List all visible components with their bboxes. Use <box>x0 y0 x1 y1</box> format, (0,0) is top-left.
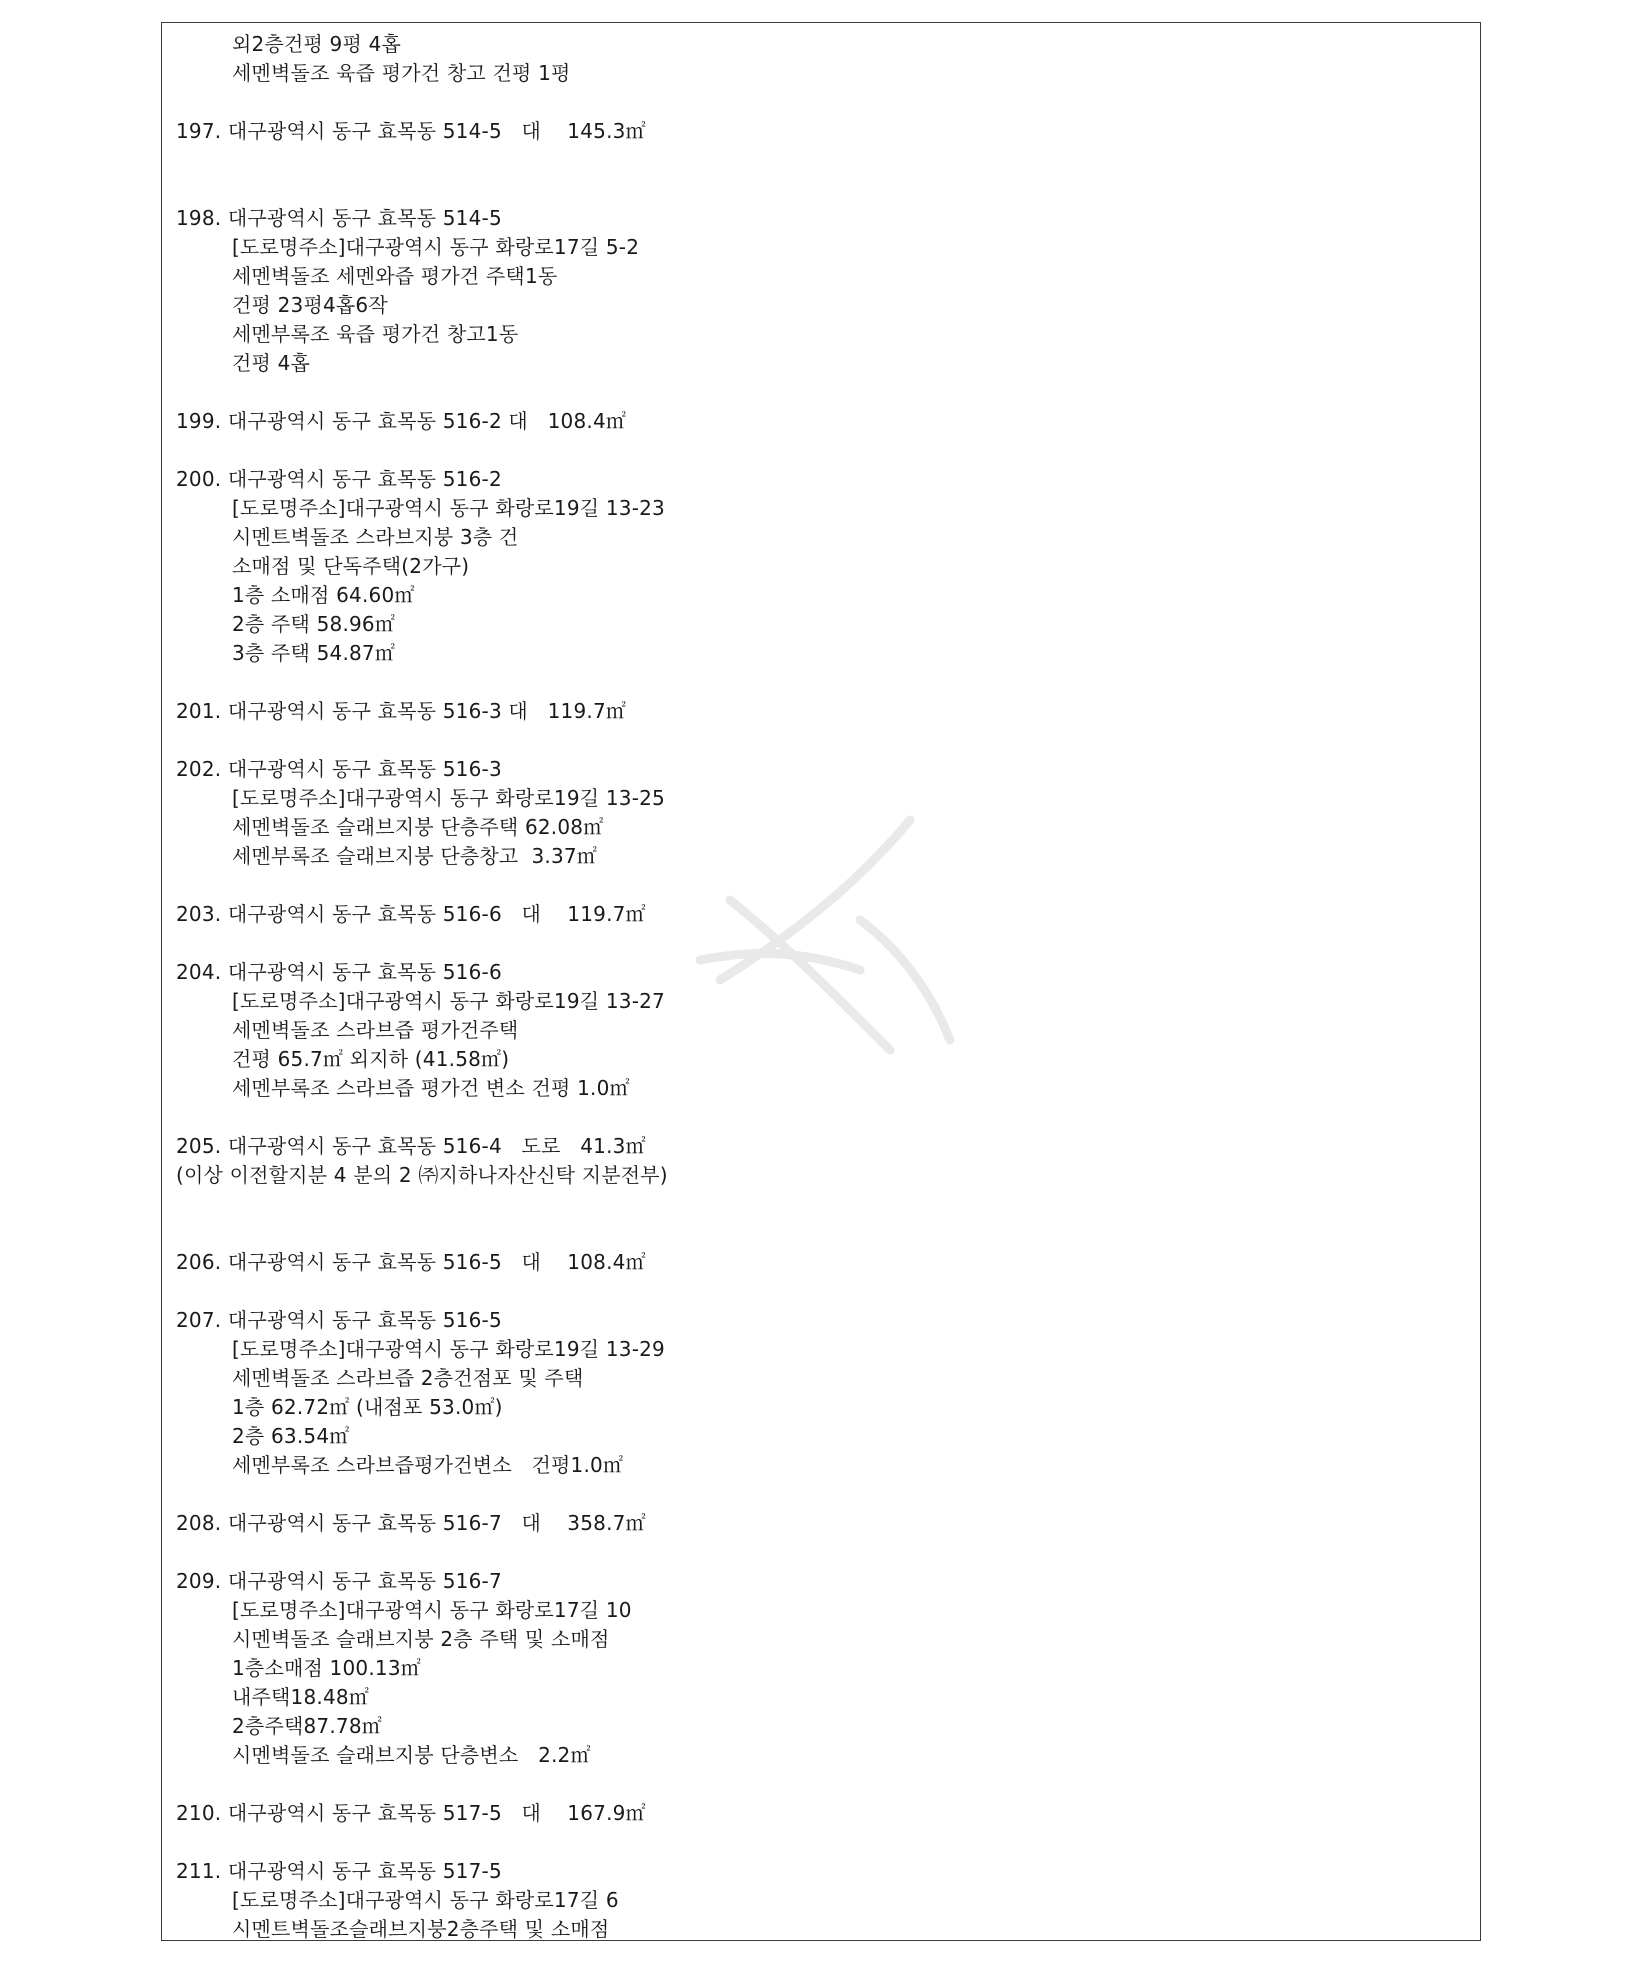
entry-211: 211. 대구광역시 동구 효목동 517-5 <box>176 1859 502 1883</box>
road-address: [도로명주소]대구광역시 동구 화랑로17길 10 <box>232 1598 632 1622</box>
text-line: 내주택18.48㎡ <box>232 1685 370 1709</box>
text-line: 세멘벽돌조 슬래브지붕 단층주택 62.08㎡ <box>232 815 604 839</box>
entry-208: 208. 대구광역시 동구 효목동 516-7 대 358.7㎡ <box>176 1511 646 1535</box>
entry-210: 210. 대구광역시 동구 효목동 517-5 대 167.9㎡ <box>176 1801 646 1825</box>
text-line: 시멘벽돌조 슬래브지붕 2층 주택 및 소매점 <box>232 1627 610 1651</box>
text-line: 건평 65.7㎡ 외지하 (41.58㎡) <box>232 1047 510 1071</box>
document-body <box>176 30 1466 1944</box>
entry-209: 209. 대구광역시 동구 효목동 516-7 <box>176 1569 502 1593</box>
text-line: 세멘부록조 슬래브지붕 단층창고 3.37㎡ <box>232 844 598 868</box>
text-line: 2층주택87.78㎡ <box>232 1714 382 1738</box>
text-line: 1층 62.72㎡ (내점포 53.0㎡) <box>232 1395 503 1419</box>
road-address: [도로명주소]대구광역시 동구 화랑로17길 6 <box>232 1888 619 1912</box>
entry-200: 200. 대구광역시 동구 효목동 516-2 <box>176 467 502 491</box>
road-address: [도로명주소]대구광역시 동구 화랑로19길 13-27 <box>232 989 665 1013</box>
text-line: 시멘벽돌조 슬래브지붕 단층변소 2.2㎡ <box>232 1743 591 1767</box>
text-line: 시멘트벽돌조 스라브지붕 3층 건 <box>232 525 519 549</box>
text-line: 세멘부록조 스라브즙 평가건 변소 건평 1.0㎡ <box>232 1076 630 1100</box>
entry-201: 201. 대구광역시 동구 효목동 516-3 대 119.7㎡ <box>176 699 627 723</box>
entry-197: 197. 대구광역시 동구 효목동 514-5 대 145.3㎡ <box>176 119 646 143</box>
entry-207: 207. 대구광역시 동구 효목동 516-5 <box>176 1308 502 1332</box>
text-line: 시멘트벽돌조슬래브지붕2층주택 및 소매점 <box>232 1917 610 1941</box>
text-line: 세멘벽돌조 스라브즙 평가건주택 <box>232 1018 519 1042</box>
entry-199: 199. 대구광역시 동구 효목동 516-2 대 108.4㎡ <box>176 409 627 433</box>
text-line: 건평 23평4홉6작 <box>232 293 388 317</box>
text-line: 1층소매점 100.13㎡ <box>232 1656 421 1680</box>
text-line: 외2층건평 9평 4홉 <box>232 32 402 56</box>
text-line: 세멘벽돌조 스라브즙 2층건점포 및 주택 <box>232 1366 584 1390</box>
text-line: 3층 주택 54.87㎡ <box>232 641 396 665</box>
text-line: 2층 63.54㎡ <box>232 1424 350 1448</box>
road-address: [도로명주소]대구광역시 동구 화랑로17길 5-2 <box>232 235 640 259</box>
text-line: 소매점 및 단독주택(2가구) <box>232 554 470 578</box>
entry-202: 202. 대구광역시 동구 효목동 516-3 <box>176 757 502 781</box>
road-address: [도로명주소]대구광역시 동구 화랑로19길 13-29 <box>232 1337 665 1361</box>
text-line: 세멘벽돌조 육즙 평가건 창고 건평 1평 <box>232 61 571 85</box>
text-line: 세멘부록조 스라브즙평가건변소 건평1.0㎡ <box>232 1453 624 1477</box>
road-address: [도로명주소]대구광역시 동구 화랑로19길 13-23 <box>232 496 665 520</box>
entry-198: 198. 대구광역시 동구 효목동 514-5 <box>176 206 502 230</box>
entry-206: 206. 대구광역시 동구 효목동 516-5 대 108.4㎡ <box>176 1250 646 1274</box>
text-line: 세멘부록조 육즙 평가건 창고1동 <box>232 322 519 346</box>
road-address: [도로명주소]대구광역시 동구 화랑로19길 13-25 <box>232 786 665 810</box>
entry-203: 203. 대구광역시 동구 효목동 516-6 대 119.7㎡ <box>176 902 646 926</box>
entry-205: 205. 대구광역시 동구 효목동 516-4 도로 41.3㎡ <box>176 1134 646 1158</box>
entry-204: 204. 대구광역시 동구 효목동 516-6 <box>176 960 502 984</box>
share-note: (이상 이전할지분 4 분의 2 ㈜지하나자산신탁 지분전부) <box>176 1163 668 1187</box>
text-line: 1층 소매점 64.60㎡ <box>232 583 415 607</box>
text-line: 2층 주택 58.96㎡ <box>232 612 396 636</box>
text-line: 세멘벽돌조 세멘와즙 평가건 주택1동 <box>232 264 558 288</box>
text-line: 건평 4홉 <box>232 351 311 375</box>
